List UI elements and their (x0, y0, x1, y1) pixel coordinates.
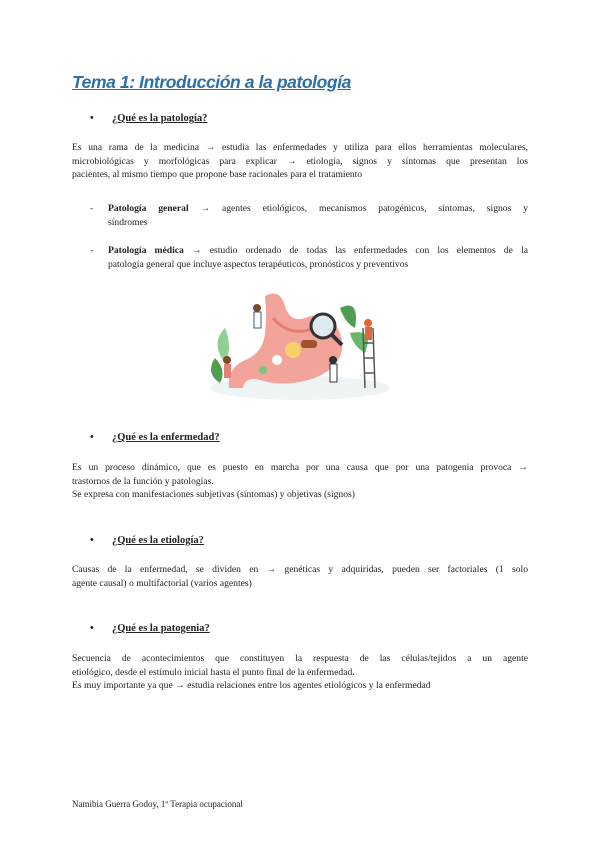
term-label: Patología médica (108, 245, 184, 256)
heading-text: ¿Qué es la patogenia? (112, 623, 210, 634)
text-line: etiológico, desde el estímulo inicial hasta el punto final de la enfermedad. (72, 666, 355, 678)
heading-text: ¿Qué es la enfermedad? (112, 432, 220, 443)
term-label: Patología general (108, 203, 189, 214)
term-description: → agentes etiológicos, mecanismos patogénicos, síntomas, signos y (188, 203, 528, 214)
text-line: agente causal) o multifactorial (varios agentes) (72, 577, 252, 589)
text-line: Se expresa con manifestaciones subjetivas (síntomas) y objetivas (signos) (72, 489, 355, 500)
page-footer: Namibia Guerra Godoy, 1º Terapia ocupacional (72, 799, 243, 809)
bullet-icon: • (90, 113, 94, 124)
heading-text: ¿Qué es la etiología? (112, 535, 204, 546)
dash-marker: - (90, 203, 94, 214)
text-line: Es muy importante ya que → estudia relaciones entre los agentes etiológicos y la enfermedad (72, 680, 431, 691)
page-title: Tema 1: Introducción a la patología (72, 72, 352, 92)
section-heading-enfermedad (90, 432, 220, 443)
bullet-icon: • (90, 535, 94, 546)
section-heading-patogenia (90, 623, 210, 634)
term-description-continued: patología general que incluye aspectos terapéuticos, pronósticos y preventivos (108, 258, 409, 270)
section-heading-patologia (90, 113, 207, 124)
paragraph-patogenia (72, 652, 528, 693)
term-description-continued: síndromes (108, 216, 148, 228)
text-line: trastornos de la función y patologías. (72, 475, 214, 487)
section-heading-etiologia (90, 535, 204, 546)
bullet-icon: • (90, 623, 94, 634)
text-line: Es un proceso dinámico, que es puesto en marcha por una causa que por una patogenia provoca → (72, 462, 528, 473)
term-description: → estudio ordenado de todas las enfermedades con los elementos de la (183, 245, 528, 256)
heading-text: ¿Qué es la patología? (112, 113, 208, 124)
paragraph-patologia (72, 141, 528, 182)
text-line: microbiológicas y morfológicas para explicar → etiología, signos y síntomas que presentan los (72, 155, 528, 167)
text-line: Secuencia de acontecimientos que constituyen la respuesta de las células/tejidos a un agente (72, 653, 528, 664)
text-line: Causas de la enfermedad, se dividen en → genéticas y adquiridas, pueden ser factoriales (1 solo (72, 564, 528, 575)
paragraph-enfermedad (72, 461, 528, 502)
list-item-patologia-general (90, 202, 528, 229)
stomach-illustration (205, 288, 395, 406)
paragraph-etiologia (72, 563, 528, 590)
list-item-patologia-medica (90, 244, 528, 271)
bullet-icon: • (90, 432, 94, 443)
text-line: pacientes, al mismo tiempo que propone base racionales para el tratamiento (72, 169, 363, 180)
text-line: Es una rama de la medicina → estudia las enfermedades y utiliza para ellos herramientas moleculares, (72, 142, 528, 153)
dash-marker: - (90, 245, 94, 256)
